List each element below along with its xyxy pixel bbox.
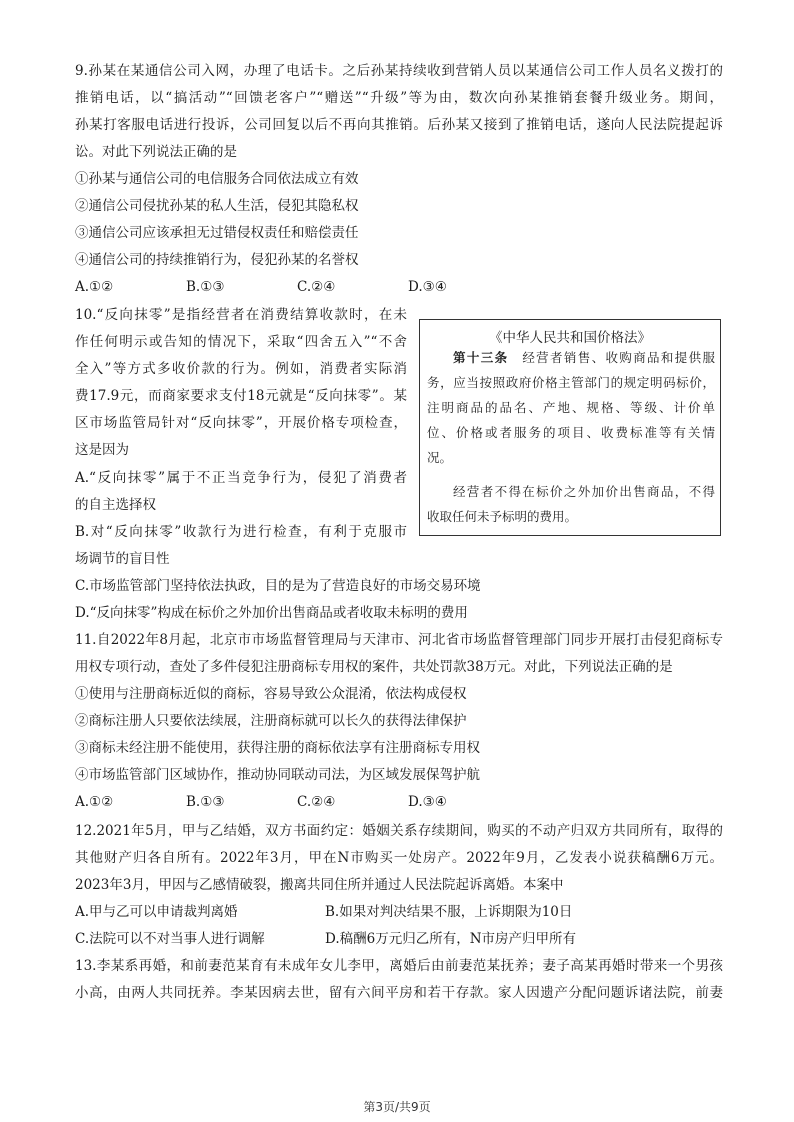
law-article-text: 经营者销售、收购商品和提供服 (520, 350, 715, 365)
q9-option-d: D.③④ (408, 279, 447, 295)
q11-option-c: C.②④ (297, 794, 336, 810)
q9-option-b: B.①③ (186, 279, 225, 295)
q11-statement: ④市场监管部门区域协作，推动协同联动司法，为区域发展保驾护航 (75, 767, 480, 783)
q12-stem-line: 2023年3月，甲因与乙感情破裂，搬离共同住所并通过人民法院起诉离婚。本案中 (75, 877, 564, 893)
law-line: 注明商品的品名、产地、规格、等级、计价单 (427, 400, 715, 415)
q12-option-c: C.法院可以不对当事人进行调解 (75, 931, 265, 947)
q11-option-a: A.①② (75, 794, 114, 810)
law-title: 《中华人民共和国价格法》 (489, 330, 651, 346)
q12-option-a: A.甲与乙可以申请裁判离婚 (75, 904, 238, 920)
q11-statement: ③商标未经注册不能使用，获得注册的商标依法享有注册商标专用权 (75, 740, 480, 756)
law-line: 况。 (427, 450, 453, 465)
law-article: 第十三条 (453, 350, 509, 365)
law-excerpt-box (419, 319, 721, 536)
law-line (453, 350, 715, 366)
q11-option-d: D.③④ (408, 794, 447, 810)
q12-option-b: B.如果对判决结果不服，上诉期限为10日 (325, 904, 573, 920)
law-line: 收取任何未予标明的费用。 (427, 509, 578, 524)
q10-option-a: A.“反向抹零”属于不正当竞争行为，侵犯了消费者 (75, 470, 407, 486)
q11-statement: ②商标注册人只要依法续展，注册商标就可以长久的获得法律保护 (75, 713, 467, 729)
q9-stem-line: 讼。对此下列说法正确的是 (75, 144, 237, 160)
q9-stem-line: 推销电话，以“搞活动”“回馈老客户”“赠送”“升级”等为由，数次向孙某推销套餐升级业务。期间， (75, 90, 723, 106)
q11-statement: ①使用与注册商标近似的商标，容易导致公众混淆，依法构成侵权 (75, 686, 467, 702)
law-line: 位、价格或者服务的项目、收费标准等有关情 (427, 425, 715, 440)
q11-stem-line: 用权专项行动，查处了多件侵犯注册商标专用权的案件，共处罚款38万元。对此，下列说法正确的是 (75, 659, 673, 675)
q12-stem-line: 其他财产归各自所有。2022年3月，甲在N市购买一处房产。2022年9月，乙发表小说获稿酬6万元。 (75, 850, 723, 866)
q9-statement: ①孙某与通信公司的电信服务合同依法成立有效 (75, 171, 359, 187)
q10-stem-line: 10.“反向抹零”是指经营者在消费结算收款时，在未 (75, 307, 407, 323)
q11-option-b: B.①③ (186, 794, 225, 810)
q12-stem-line: 12.2021年5月，甲与乙结婚，双方书面约定：婚姻关系存续期间，购买的不动产归双方共同所有，取得的 (75, 823, 723, 839)
q9-stem-line: 孙某打客服电话进行投诉，公司回复以后不再向其推销。后孙某又接到了推销电话，遂向人民法院提起诉 (75, 117, 723, 133)
q13-stem-line: 13.李某系再婚，和前妻范某育有未成年女儿李甲，离婚后由前妻范某抚养；妻子高某再婚时带来一个男孩 (75, 958, 723, 974)
q10-option-c: C.市场监管部门坚持依法执政，目的是为了营造良好的市场交易环境 (75, 578, 481, 594)
q10-option-b-cont: 场调节的盲目性 (75, 551, 170, 567)
q11-stem-line: 11.自2022年8月起，北京市市场监督管理局与天津市、河北省市场监督管理部门同步开展打击侵犯商标专 (75, 632, 723, 648)
q10-stem-line: 全入”等方式多收价款的行为。例如，消费者实际消 (75, 361, 407, 377)
law-line: 务，应当按照政府价格主管部门的规定明码标价， (427, 375, 715, 390)
q9-option-c: C.②④ (297, 279, 336, 295)
q10-stem-line: 作任何明示或告知的情况下，采取“四舍五入”“不舍 (75, 334, 407, 350)
q9-statement: ②通信公司侵扰孙某的私人生活，侵犯其隐私权 (75, 198, 359, 214)
q9-option-a: A.①② (75, 279, 114, 295)
law-line: 经营者不得在标价之外加价出售商品，不得 (453, 484, 715, 499)
q10-option-a-cont: 的自主选择权 (75, 497, 156, 513)
q9-statement: ③通信公司应该承担无过错侵权责任和赔偿责任 (75, 225, 359, 241)
q10-option-d: D.“反向抹零”构成在标价之外加价出售商品或者收取未标明的费用 (75, 605, 468, 621)
q10-stem-line: 费17.9元，而商家要求支付18元就是“反向抹零”。某 (75, 388, 407, 404)
q10-option-b: B.对“反向抹零”收款行为进行检查，有利于克服市 (75, 524, 407, 540)
q10-stem-line: 这是因为 (75, 442, 129, 458)
q13-stem-line: 小高，由两人共同抚养。李某因病去世，留有六间平房和若干存款。家人因遗产分配问题诉诸法院，前妻 (75, 985, 723, 1001)
q9-statement: ④通信公司的持续推销行为，侵犯孙某的名誉权 (75, 252, 359, 268)
q9-stem-line: 9.孙某在某通信公司入网，办理了电话卡。之后孙某持续收到营销人员以某通信公司工作人员名义拨打的 (75, 63, 723, 79)
page-number: 第3页/共9页 (363, 1100, 431, 1114)
q10-stem-line: 区市场监管局针对“反向抹零”，开展价格专项检查， (75, 415, 407, 431)
q12-option-d: D.稿酬6万元归乙所有，N市房产归甲所有 (325, 931, 577, 947)
